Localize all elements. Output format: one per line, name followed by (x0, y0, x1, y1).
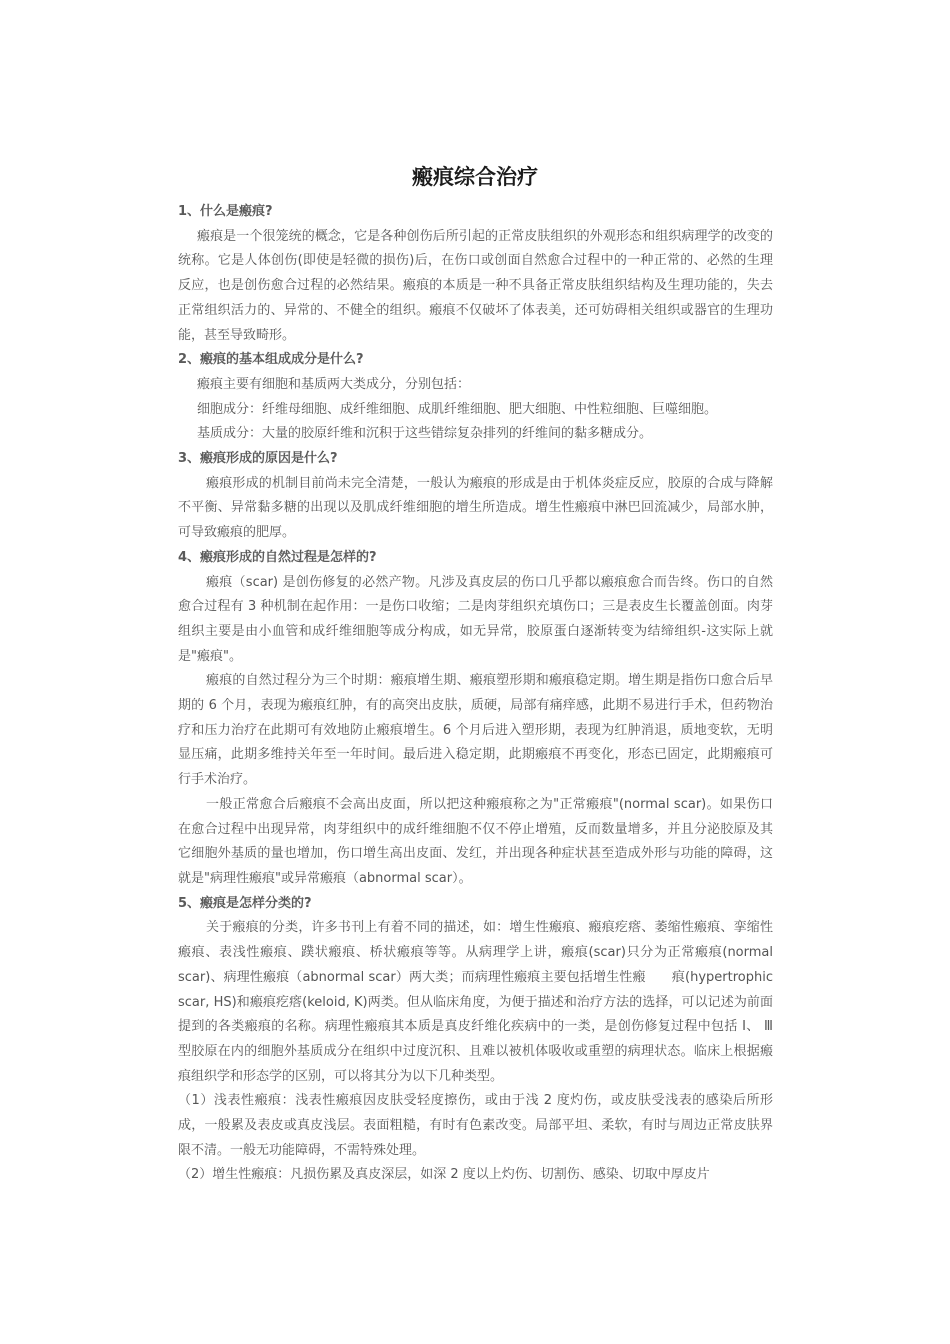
section-heading-5: 5、瘢痕是怎样分类的? (178, 895, 312, 911)
paragraph: 瘢痕是一个很笼统的概念，它是各种创伤后所引起的正常皮肤组织的外观形态和组织病理学的改变的统称。它是人体创伤(即使是轻微的损伤)后，在伤口或创面自然愈合过程中的一种正常的、必然的生理反应，也是创伤愈合过程的必然结果。瘢痕的本质是一种不具备正常皮肤组织结构及生理功能的，失去正常组织活力的、异常的、不健全的组织。瘢痕不仅破坏了体表美，还可妨碍相关组织或器官的生理功能，甚至导致畸形。 (178, 228, 773, 343)
paragraph: 瘢痕的自然过程分为三个时期：瘢痕增生期、瘢痕塑形期和瘢痕稳定期。增生期是指伤口愈合后早期的 6 个月，表现为瘢痕红肿，有的高突出皮肤，质硬，局部有痛痒感，此期不易进行手术，但药物治疗和压力治疗在此期可有效地防止瘢痕增生。6 个月后进入塑形期，表现为红肿消退，质地变软，无明显压痛，此期多维持关年至一年时间。最后进入稳定期，此期瘢痕不再变化，形态已固定，此期瘢痕可行手术治疗。 (178, 673, 773, 788)
section-heading-1: 1、什么是瘢痕? (178, 204, 273, 219)
paragraph: 细胞成分：纤维母细胞、成纤维细胞、成肌纤维细胞、肥大细胞、中性粒细胞、巨噬细胞。 (197, 401, 718, 417)
section-heading-4: 4、瘢痕形成的自然过程是怎样的? (178, 549, 377, 565)
paragraph: 瘢痕形成的机制目前尚未完全清楚，一般认为瘢痕的形成是由于机体炎症反应，胶原的合成与降解不平衡、异常黏多糖的出现以及肌成纤维细胞的增生所造成。增生性瘢痕中淋巴回流减少，局部水肿，可导致瘢痕的肥厚。 (178, 475, 773, 541)
paragraph: 一般正常愈合后瘢痕不会高出皮面，所以把这种瘢痕称之为"正常瘢痕"(normal scar)。如果伤口在愈合过程中出现异常，肉芽组织中的成纤维细胞不仅不停止增殖，反而数量增多，并且分泌胶原及其它细胞外基质的量也增加，伤口增生高出皮面、发红，并出现各种症状甚至造成外形与功能的障碍，这就是"病理性瘢痕"或异常瘢痕（abnormal scar）。 (178, 796, 773, 886)
list-item: （2）增生性瘢痕：凡损伤累及真皮深层，如深 2 度以上灼伤、切割伤、感染、切取中厚皮片 (178, 1167, 710, 1183)
section-heading-3: 3、瘢痕形成的原因是什么? (178, 451, 338, 467)
list-item: （1）浅表性瘢痕：浅表性瘢痕因皮肤受轻度擦伤，或由于浅 2 度灼伤，或皮肤受浅表的感染后所形成，一般累及表皮或真皮浅层。表面粗糙，有时有色素改变。局部平坦、柔软，有时与周边正常皮肤界限不清。一般无功能障碍，不需特殊处理。 (178, 1093, 773, 1158)
paragraph: 基质成分：大量的胶原纤维和沉积于这些错综复杂排列的纤维间的黏多糖成分。 (197, 426, 653, 442)
document-title: 瘢痕综合治疗 (412, 165, 538, 189)
section-heading-2: 2、瘢痕的基本组成成分是什么? (178, 352, 364, 368)
paragraph: 关于瘢痕的分类，许多书刊上有着不同的描述，如：增生性瘢痕、瘢痕疙瘩、萎缩性瘢痕、挛缩性瘢痕、表浅性瘢痕、蹼状瘢痕、桥状瘢痕等等。从病理学上讲，瘢痕(scar)只分为正常瘢痕(normal scar)、病理性瘢痕（abnormal scar）两大类；而病理性瘢痕主要包括增生性瘢 痕(hypertrophic scar, HS)和瘢痕疙瘩(keloid, K)两类。但从临床角度，为便于描述和治疗方法的选择，可以记述为前面提到的各类瘢痕的名称。病理性瘢痕其本质是真皮纤维化疾病中的一类，是创伤修复过程中包括 Ⅰ、 Ⅲ 型胶原在内的细胞外基质成分在组织中过度沉积、且难以被机体吸收或重塑的病理状态。临床上根据瘢痕组织学和形态学的区别，可以将其分为以下几种类型。 (178, 920, 773, 1084)
paragraph: 瘢痕（scar) 是创伤修复的必然产物。凡涉及真皮层的伤口几乎都以瘢痕愈合而告终。伤口的自然愈合过程有 3 种机制在起作用：一是伤口收缩；二是肉芽组织充填伤口；三是表皮生长覆盖创面。肉芽组织主要是由小血管和成纤维细胞等成分构成，如无异常，胶原蛋白逐渐转变为结缔组织-这实际上就是"瘢痕"。 (178, 574, 773, 664)
document-body (178, 200, 773, 1188)
paragraph: 瘢痕主要有细胞和基质两大类成分，分别包括： (197, 376, 471, 392)
